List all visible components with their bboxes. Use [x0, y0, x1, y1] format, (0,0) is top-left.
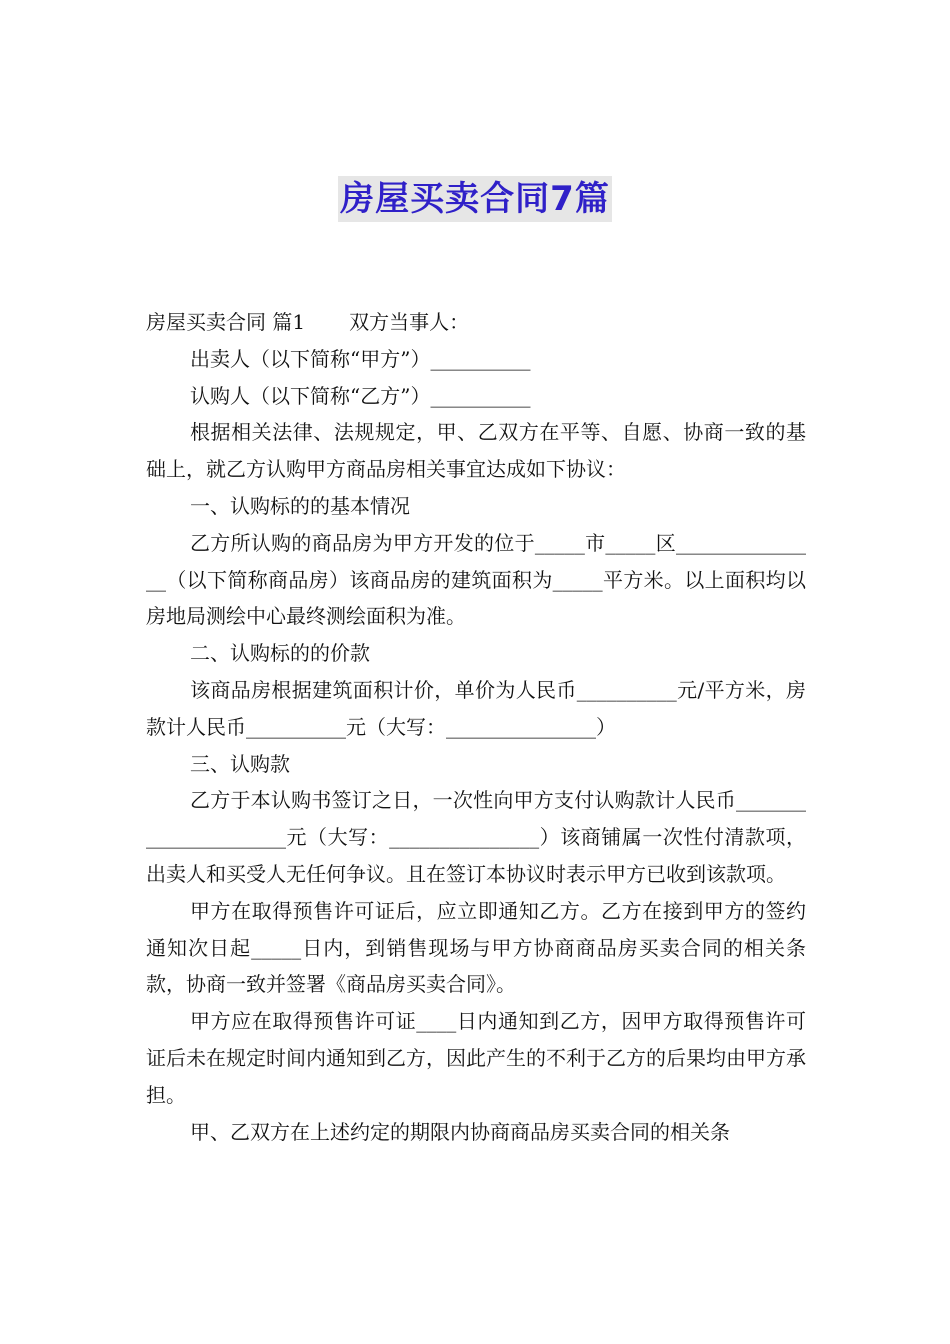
paragraph-deposit: 乙方于本认购书签订之日，一次性向甲方支付认购款计人民币_____________________元（大写：_______________）该商铺属一次性付清款项，出卖人和买受人无任何争议。且在签订本协议时表示甲方已收到该款项。: [146, 788, 806, 886]
section-heading-3: 三、认购款: [190, 751, 290, 776]
paragraph-property: 乙方所认购的商品房为甲方开发的位于_____市_____区_______________（以下简称商品房）该商品房的建筑面积为_____平方米。以上面积均以房地局测绘中心最终测绘面积为准。: [146, 530, 806, 629]
section-heading: 房屋买卖合同 篇1: [146, 310, 306, 334]
section-heading-2: 二、认购标的的价款: [190, 641, 370, 666]
title-area: [0, 176, 950, 222]
section-heading-line: [146, 304, 806, 341]
paragraph-negotiation: 甲、乙双方在上述约定的期限内协商商品房买卖合同的相关条: [190, 1119, 730, 1144]
paragraph-notice-deadline: 甲方应在取得预售许可证____日内通知到乙方，因甲方取得预售许可证后未在规定时间内通知到乙方，因此产生的不利于乙方的后果均由甲方承担。: [146, 1009, 806, 1107]
document-body: [146, 304, 806, 1150]
paragraph-seller: 出卖人（以下简称“甲方”）__________: [190, 346, 531, 371]
paragraph-preamble: 根据相关法律、法规规定，甲、乙双方在平等、自愿、协商一致的基础上，就乙方认购甲方商品房相关事宜达成如下协议：: [146, 420, 806, 482]
parties-label: 双方当事人：: [349, 310, 470, 334]
paragraph-buyer: 认购人（以下简称“乙方”）__________: [190, 383, 531, 408]
section-heading-1: 一、认购标的的基本情况: [190, 493, 410, 518]
paragraph-price: 该商品房根据建筑面积计价，单价为人民币__________元/平方米，房款计人民币__________元（大写：_______________）: [146, 677, 806, 739]
paragraph-notice: 甲方在取得预售许可证后，应立即通知乙方。乙方在接到甲方的签约通知次日起_____日内，到销售现场与甲方协商商品房买卖合同的相关条款，协商一致并签署《商品房买卖合同》。: [146, 898, 806, 997]
document-title: 房屋买卖合同7篇: [338, 176, 612, 222]
